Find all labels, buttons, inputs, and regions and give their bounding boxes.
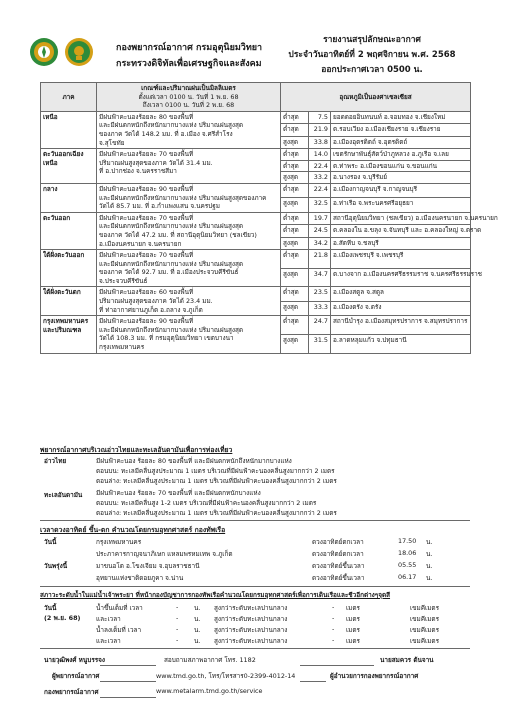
tide-level-unit: เมตร	[346, 615, 360, 623]
sun-event: ดวงอาทิตย์ขึ้นเวลา	[312, 574, 365, 582]
forecast-title: พยากรณ์อากาศบริเวณอ่าวไทยและทะเลอันดามันเพื่อการท่องเที่ยว	[40, 446, 233, 454]
tide-time: -	[176, 603, 179, 611]
temp-label: ต่ำสุด	[281, 250, 309, 269]
temp-label: สูงสุด	[281, 136, 309, 148]
region-name: เหนือ	[41, 111, 97, 148]
temp-value: 33.2	[309, 172, 331, 184]
andaman-line-1: มีฝนฟ้าคะนอง ร้อยละ 70 ของพื้นที่ และมีฝนตกหนักบางแห่ง	[96, 489, 261, 497]
temp-label: ต่ำสุด	[281, 225, 309, 237]
tide-desc: สูงกว่าระดับทะเลปานกลาง	[214, 637, 288, 645]
signature-line	[100, 681, 156, 682]
temp-location: สถานีอุตุนิยมวิทยา (ชลเขียว) อ.เมืองนครนายก จ.นครนายก	[331, 212, 471, 224]
sun-place: ประภาคารกาญจนาภิเษก แหลมพรหมเทพ จ.ภูเก็ต	[96, 550, 233, 558]
rain-line: ที่ ท่าอากาศยานภูเก็ต อ.ถลาง จ.ภูเก็ต	[99, 305, 203, 314]
rain-description	[97, 250, 281, 287]
temp-value: 19.7	[309, 212, 331, 224]
rain-line: มีฝนฟ้าคะนองร้อยละ 70 ของพื้นที่	[99, 251, 194, 260]
temp-label: สูงสุด	[281, 172, 309, 184]
table-row	[41, 287, 471, 301]
sun-event: ดวงอาทิตย์ตกเวลา	[312, 550, 364, 558]
rain-line: มีฝนฟ้าคะนองร้อยละ 90 ของพื้นที่	[99, 184, 194, 193]
rain-description	[97, 212, 281, 249]
temp-location: อ.เมืองเพชรบุรี จ.เพชรบุรี	[331, 250, 471, 269]
signature-line	[300, 665, 374, 666]
section-divider	[40, 648, 470, 649]
temp-value: 22.4	[309, 183, 331, 197]
gulf-label: อ่าวไทย	[44, 457, 67, 465]
rain-line: จ.สุโขทัย	[99, 138, 125, 147]
temp-label: สูงสุด	[281, 268, 309, 287]
temp-value: 31.5	[309, 334, 331, 353]
report-time: ออกประกาศเวลา 0500 น.	[321, 65, 423, 75]
table-row	[41, 250, 471, 269]
temp-value: 33.3	[309, 301, 331, 315]
temp-location: อ.เมืองตรัง จ.ตรัง	[331, 301, 471, 315]
section-divider	[40, 586, 470, 587]
rain-line: และมีฝนตกหนักถึงหนักมากบางแห่ง ปริมาณฝนสูงสุด	[99, 121, 244, 130]
temp-location: ต.รอบเวียง อ.เมืองเชียงราย จ.เชียงราย	[331, 124, 471, 136]
rain-line: มีฝนฟ้าคะนองร้อยละ 80 ของพื้นที่	[99, 112, 194, 121]
rain-line: และมีฝนตกหนักถึงหนักมากบางแห่ง ปริมาณฝนสูงสุด	[99, 222, 244, 231]
temp-value: 21.8	[309, 250, 331, 269]
tide-level-unit: เมตร	[346, 604, 360, 612]
temp-label: ต่ำสุด	[281, 287, 309, 301]
table-row	[41, 149, 471, 161]
tide-note: เขมคีเมตร	[410, 626, 440, 634]
rain-line: และมีฝนตกหนักถึงหนักมากบางแห่ง ปริมาณฝนสูงสุดของภาค	[99, 193, 267, 202]
tide-level: -	[332, 625, 335, 633]
rain-line: มีฝนฟ้าคะนองร้อยละ 70 ของพื้นที่	[99, 213, 194, 222]
region-name: กรุงเทพมหานคร และปริมณฑล	[41, 316, 97, 353]
temp-value: 33.8	[309, 136, 331, 148]
temp-label: สูงสุด	[281, 334, 309, 353]
temp-label: ต่ำสุด	[281, 316, 309, 335]
director-name: นายสมควร ต้นจาน	[380, 656, 434, 664]
rain-line: ของภาค วัดได้ 92.7 มม. ที่ อ.เมืองประจวบคีรีขันธ์	[99, 268, 239, 277]
tide-level-unit: เมตร	[346, 637, 360, 645]
tide-time-unit: น.	[194, 615, 201, 623]
temp-label: ต่ำสุด	[281, 124, 309, 136]
table-row	[41, 111, 471, 123]
temp-value: 24.7	[309, 316, 331, 335]
temp-value: 32.5	[309, 198, 331, 212]
rain-description	[97, 149, 281, 184]
rain-description	[97, 287, 281, 316]
temp-location: ต.คลองใน อ.ขลุง จ.จันทบุรี และ อ.คลองใหญ่ จ.ตราด	[331, 225, 471, 237]
table-row	[41, 316, 471, 335]
rain-description	[97, 183, 281, 212]
temp-label: ต่ำสุด	[281, 149, 309, 161]
sun-day: วันนี้	[44, 538, 57, 546]
region-name: ตะวันออก	[41, 212, 97, 249]
sun-day: วันพรุ่งนี้	[44, 562, 68, 570]
section-divider	[40, 520, 470, 521]
andaman-line-2: ตอนบน: ทะเลมีคลื่นสูง 1-2 เมตร บริเวณที่มีฝนฟ้าคะนองคลื่นสูงมากกว่า 2 เมตร	[96, 499, 317, 507]
sun-unit: น.	[426, 562, 433, 570]
rain-line: มีฝนฟ้าคะนองร้อยละ 90 ของพื้นที่	[99, 317, 194, 326]
tide-note: เขมคีเมตร	[410, 615, 440, 623]
tide-time-unit: น.	[194, 637, 201, 645]
temp-location: อ.สัตหีบ จ.ชลบุรี	[331, 237, 471, 249]
temp-value: 34.7	[309, 268, 331, 287]
tide-desc: สูงกว่าระดับทะเลปานกลาง	[214, 615, 288, 623]
temp-value: 34.2	[309, 237, 331, 249]
gulf-line-3: ตอนล่าง: ทะเลมีคลื่นสูงประมาณ 1 เมตร บริเวณที่มีฝนฟ้าคะนองคลื่นสูงมากกว่า 2 เมตร	[96, 477, 337, 485]
sun-time: 06.17	[398, 573, 417, 581]
sun-place: กรุงเทพมหานคร	[96, 538, 142, 546]
rain-line: ปริมาณฝนสูงสุดของภาค วัดได้ 23.4 มม.	[99, 297, 213, 306]
sun-unit: น.	[426, 538, 433, 546]
tmd-emblem-icon	[29, 37, 59, 67]
sun-event: ดวงอาทิตย์ขึ้นเวลา	[312, 562, 365, 570]
tide-time-unit: น.	[194, 626, 201, 634]
tide-day-sub: (2 พ.ย. 68)	[44, 614, 81, 622]
rain-line: ของภาค วัดได้ 47.2 มม. ที่ สถานีอุตุนิยมวิทยา (ชลเขียว)	[99, 230, 257, 239]
sun-unit: น.	[426, 574, 433, 582]
header-rain-from: ตั้งแต่เวลา 0100 น. วันที่ 1 พ.ย. 68	[138, 92, 239, 101]
tide-time: -	[176, 625, 179, 633]
sun-place: มาขนอโต อ.โขงเจียม จ.อุบลราชธานี	[96, 562, 200, 570]
header-rain-to: ถึงเวลา 0100 น. วันที่ 2 พ.ย. 68	[142, 101, 235, 110]
tide-label: น้ำขึ้นเต็มที่ เวลา	[96, 604, 143, 612]
region-name: กลาง	[41, 183, 97, 212]
forecaster-role: ผู้พยากรณ์อากาศ	[52, 672, 100, 680]
tide-note: เขมคีเมตร	[410, 604, 440, 612]
sun-time: 18.06	[398, 549, 417, 557]
rain-line: มีฝนฟ้าคะนองร้อยละ 70 ของพื้นที่	[99, 150, 194, 159]
temp-label: ต่ำสุด	[281, 183, 309, 197]
temp-location: ต.บางจาก อ.เมืองนครศรีธรรมราช จ.นครศรีธรรมราช	[331, 268, 471, 287]
temp-location: ยอดดอยอินทนนท์ อ.จอมทอง จ.เชียงใหม่	[331, 111, 471, 123]
rain-line: วัดได้ 108.3 มม. ที่ กรมอุตุนิยมวิทยา เขตบางนา	[99, 334, 234, 343]
temp-location: อ.เมืองอุตรดิตถ์ จ.อุตรดิตถ์	[331, 136, 471, 148]
ministry-emblem-icon	[64, 37, 94, 67]
temp-location: อ.ลาดหลุมแก้ว จ.ปทุมธานี	[331, 334, 471, 353]
rain-line: กรุงเทพมหานคร	[99, 343, 145, 352]
tide-title: สภาวะระดับน้ำในแม่น้ำเจ้าพระยา ที่หน้ากองบัญชาการกองทัพเรือคำนวณโดยกรมอุทกศาสตร์เพื่อการเดินเรือและชีวอีกต่างๆจุดสี	[40, 591, 391, 599]
temp-label: ต่ำสุด	[281, 160, 309, 172]
temp-label: สูงสุด	[281, 198, 309, 212]
temp-value: 14.0	[309, 149, 331, 161]
rain-line: ปริมาณฝนสูงสุดของภาค วัดได้ 31.4 มม.	[99, 158, 213, 167]
temp-location: อ.เมืองกาญจนบุรี จ.กาญจนบุรี	[331, 183, 471, 197]
temp-value: 23.5	[309, 287, 331, 301]
sun-time: 17.50	[398, 537, 417, 545]
tide-label: และเวลา	[96, 615, 121, 623]
tide-desc: สูงกว่าระดับทะเลปานกลาง	[214, 626, 288, 634]
contact-web[interactable]: www.tmd.go.th, โทร/โทรสาร0-2399-4012-14	[156, 672, 296, 680]
temp-location: เขตรักษาพันธุ์สัตว์ป่าภูหลวง อ.ภูเรือ จ.เลย	[331, 149, 471, 161]
tide-note: เขมคีเมตร	[410, 637, 440, 645]
temp-value: 21.9	[309, 124, 331, 136]
signature-line	[100, 665, 156, 666]
temp-label: ต่ำสุด	[281, 111, 309, 123]
rain-description	[97, 111, 281, 148]
rain-line: และมีฝนตกหนักถึงหนักมากบางแห่ง ปริมาณฝนสูงสุด	[99, 259, 244, 268]
temp-label: สูงสุด	[281, 301, 309, 315]
temp-location: อ.ท่าเรือ จ.พระนครศรีอยุธยา	[331, 198, 471, 212]
temp-location: อ.เมืองสตูล จ.สตูล	[331, 287, 471, 301]
temp-value: 24.5	[309, 225, 331, 237]
rain-line: วัดได้ 85.7 มม. ที่ อ.กำแพงแสน จ.นครปฐม	[99, 202, 220, 211]
tide-day: วันนี้	[44, 604, 57, 612]
region-name: ใต้ฝั่งตะวันตก	[41, 287, 97, 316]
sun-title: เวลาดวงอาทิตย์ ขึ้น-ตก คำนวณโดยกรมอุทกศาสตร์ กองทัพเรือ	[40, 526, 226, 534]
forecaster-dept: กองพยากรณ์อากาศ	[44, 688, 99, 696]
signature-line	[300, 681, 326, 682]
header-region: ภาค	[41, 83, 97, 112]
tide-level: -	[332, 636, 335, 644]
rain-line: ที่ อ.ปากช่อง จ.นครราชสีมา	[99, 167, 177, 176]
tide-time: -	[176, 614, 179, 622]
andaman-line-3: ตอนล่าง: ทะเลมีคลื่นสูงประมาณ 1 เมตร บริเวณที่มีฝนฟ้าคะนองคลื่นสูงมากกว่า 2 เมตร	[96, 509, 337, 517]
tide-label: น้ำลงเต็มที่ เวลา	[96, 626, 142, 634]
sun-unit: น.	[426, 550, 433, 558]
tide-label: และเวลา	[96, 637, 121, 645]
tide-level-unit: เมตร	[346, 626, 360, 634]
rain-line: และมีฝนตกหนักถึงหนักมากบางแห่ง ปริมาณฝนสูงสุด	[99, 325, 244, 334]
header-temp: อุณหภูมิเป็นองศาเซลเซียส	[281, 83, 471, 112]
gulf-line-2: ตอนบน: ทะเลมีคลื่นสูงประมาณ 1 เมตร บริเวณที่มีฝนฟ้าคะนองคลื่นสูงมากกว่า 2 เมตร	[96, 467, 335, 475]
tide-time: -	[176, 636, 179, 644]
temp-label: ต่ำสุด	[281, 212, 309, 224]
temp-label: สูงสุด	[281, 237, 309, 249]
rain-line: อ.เมืองนครนายก จ.นครนายก	[99, 239, 182, 248]
rain-line: จ.ประจวบคีรีขันธ์	[99, 276, 148, 285]
gulf-line-1: มีฝนฟ้าคะนอง ร้อยละ 80 ของพื้นที่ และมีฝนตกหนักถึงหนักมากบางแห่ง	[96, 457, 292, 465]
report-date: ประจำวันอาทิตย์ที่ 2 พฤศจิกายน พ.ศ. 2568	[288, 50, 456, 60]
org-name-line2: กระทรวงดิจิทัลเพื่อเศรษฐกิจและสังคม	[116, 59, 262, 69]
tide-desc: สูงกว่าระดับทะเลปานกลาง	[214, 604, 288, 612]
sun-event: ดวงอาทิตย์ตกเวลา	[312, 538, 364, 546]
rain-description	[97, 316, 281, 353]
temp-location: ต.ท่าพระ อ.เมืองขอนแก่น จ.ขอนแก่น	[331, 160, 471, 172]
temp-value: 7.5	[309, 111, 331, 123]
rain-line: ของภาค วัดได้ 148.2 มม. ที่ อ.เมือง จ.ศรีสำโรง	[99, 129, 233, 138]
report-title: รายงานสรุปลักษณะอากาศ	[323, 35, 421, 45]
table-row	[41, 183, 471, 197]
rain-line: มีฝนฟ้าคะนองร้อยละ 60 ของพื้นที่	[99, 288, 194, 297]
org-name-line1: กองพยากรณ์อากาศ กรมอุตุนิยมวิทยา	[116, 43, 263, 53]
temp-value: 22.4	[309, 160, 331, 172]
sun-place: อุทยานแห่งชาติดอยภูคา จ.น่าน	[96, 574, 184, 582]
andaman-label: ทะเลอันดามัน	[44, 491, 83, 499]
header-rain: เกณฑ์และปริมาณฝนเป็นมิลลิเมตร ตั้งแต่เวลา 0100 น. วันที่ 1 พ.ย. 68 ถึงเวลา 0100 น. วันที่ 2 พ.ย. 68	[97, 83, 281, 112]
table-row	[41, 212, 471, 224]
tide-level: -	[332, 614, 335, 622]
region-name: ใต้ฝั่งตะวันออก	[41, 250, 97, 287]
weather-summary-table	[40, 82, 498, 354]
contact-phone: สอบถามสภาพอากาศ โทร. 1182	[164, 656, 256, 664]
service-link[interactable]: www.metalarm.tmd.go.th/service	[156, 687, 263, 695]
table-header-row	[41, 83, 471, 112]
signature-line	[100, 697, 156, 698]
forecaster-name: นายวุฒิพงศ์ หนูบรรจง	[44, 656, 106, 664]
tide-time-unit: น.	[194, 604, 201, 612]
temp-location: สถานีบำรุง อ.เมืองสมุทรปราการ จ.สมุทรปราการ	[331, 316, 471, 335]
temp-location: อ.นางรอง จ.บุรีรัมย์	[331, 172, 471, 184]
director-role: ผู้อำนวยการกองพยากรณ์อากาศ	[330, 672, 419, 680]
region-name: ตะวันออกเฉียงเหนือ	[41, 149, 97, 184]
sun-time: 05.55	[398, 561, 417, 569]
tide-level: -	[332, 603, 335, 611]
